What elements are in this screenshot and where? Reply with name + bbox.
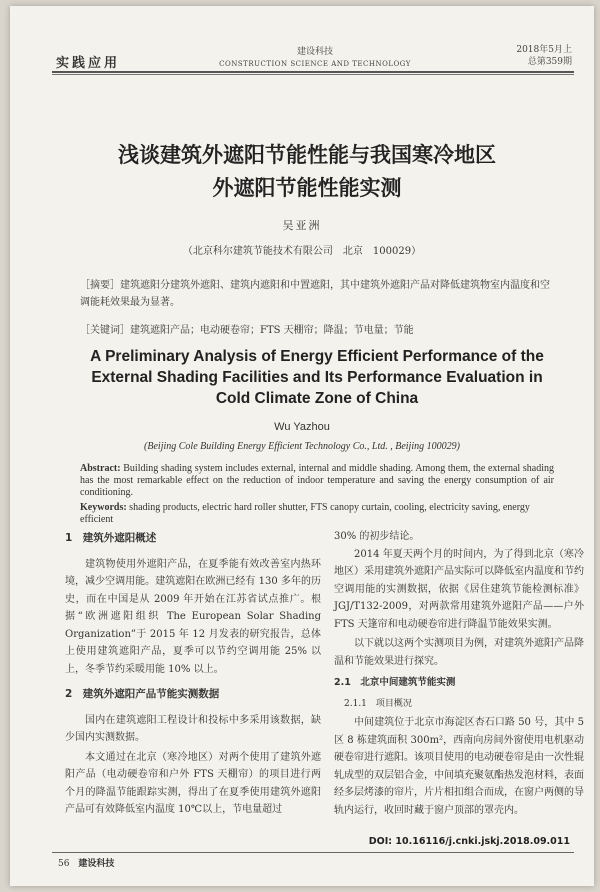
subsection-2-1-1-heading: 2.1.1 项目概况	[344, 698, 412, 709]
subsection-2-1-heading: 2.1 北京中间建筑节能实测	[334, 677, 456, 688]
page-number: 56	[58, 859, 70, 869]
abstract-cn	[80, 277, 554, 311]
issue-date: 2018年5月上	[516, 45, 572, 55]
title-en-line-2: External Shading Facilities and Its Performance Evaluation in	[91, 369, 543, 386]
page-footer	[58, 856, 114, 869]
affiliation-cn: （北京科尔建筑节能技术有限公司 北京 100029）	[182, 246, 422, 257]
doi: DOI: 10.16116/j.cnki.jskj.2018.09.011	[368, 836, 570, 847]
title-cn-line-1: 浅谈建筑外遮阳节能性能与我国寒冷地区	[118, 142, 496, 167]
keywords-cn-text: 建筑遮阳产品；电动硬卷帘；FTS 天棚帘；降温；节电量；节能	[130, 325, 414, 336]
body-column-right	[334, 528, 584, 821]
keywords-en	[80, 502, 554, 526]
issue-number: 总第359期	[527, 57, 572, 67]
keywords-en-label: Keywords:	[80, 502, 127, 513]
section-2-paragraph-1: 国内在建筑遮阳工程设计和投标中多采用该数据，缺少国内实测数据。	[65, 714, 321, 743]
keywords-cn	[80, 322, 554, 339]
journal-name-cn: 建设科技	[296, 47, 333, 57]
paragraph-project-overview: 中间建筑位于北京市海淀区杏石口路 50 号，其中 5 区 8 栋建筑面积 300m²，西南向房间外窗使用电机驱动硬卷帘进行遮阳。该项目使用的电动硬卷帘是由一次性辊轧成型的双层铝合金，中间填充聚氨酯热发泡材料，表面经多层烤漆的帘片，片片相扣组合而成，在窗户两侧的导轨内运行，收回时藏于窗户顶部的罩壳内。	[334, 717, 584, 816]
paragraph-test-method: 2014 年夏天两个月的时间内，为了得到北京（寒冷地区）采用建筑外遮阳产品实际可以降低室内温度和节约空调用能的实测数据，依据《居住建筑节能检测标准》JGJ/T132-2009，对两款常用建筑外遮阳产品——户外 FTS 天篷帘和电动硬卷帘进行降温节能效果实测。	[334, 548, 584, 630]
journal-header	[190, 46, 440, 70]
header-rule-thin	[52, 74, 574, 75]
keywords-en-text: shading products, electric hard roller shutter, FTS canopy curtain, cooling, electricity saving, energy efficient	[80, 502, 530, 525]
body-column-left	[65, 528, 321, 821]
section-label: 实践应用	[56, 56, 121, 71]
section-2-paragraph-2: 本文通过在北京（寒冷地区）对两个使用了建筑外遮阳产品（电动硬卷帘和户外 FTS 天棚帘）的项目进行两个月的降温节能跟踪实测，得出了在夏季使用建筑外遮阳产品可有效降低室内温度 10℃以上，节电量超过	[65, 751, 321, 815]
paragraph-continuation: 30% 的初步结论。	[334, 531, 420, 542]
journal-name-en: CONSTRUCTION SCIENCE AND TECHNOLOGY	[219, 60, 411, 68]
paragraph-intro-cases: 以下就以这两个实测项目为例，对建筑外遮阳产品降温和节能效果进行探究。	[334, 638, 584, 667]
abstract-cn-text: 建筑遮阳分建筑外遮阳、建筑内遮阳和中置遮阳，其中建筑外遮阳产品对降低建筑物室内温度和空调能耗效果最为显著。	[80, 280, 550, 308]
journal-page	[10, 6, 594, 886]
abstract-cn-label: ［摘要］	[80, 280, 120, 291]
author-cn: 吴亚洲	[282, 219, 322, 232]
section-1-paragraph: 建筑物使用外遮阳产品，在夏季能有效改善室内热环境，减少空调用能。建筑遮阳在欧洲已经有 130 多年的历史，而在中国是从 2009 年开始在江苏省试点推广。根据“欧洲遮阳组织 The European Solar Shading Organization”于 2015 年 12 月发表的研究报告，总体上使用建筑遮阳产品，夏季可以节约空调用能 25% 以上，冬季节约采暖用能 10% 以上。	[65, 558, 321, 675]
affiliation-en: (Beijing Cole Building Energy Efficient Technology Co., Ltd. , Beijing 100029)	[144, 441, 460, 452]
footer-journal-name: 建设科技	[78, 859, 115, 869]
footer-rule	[52, 852, 574, 853]
abstract-en-label: Abstract:	[80, 463, 121, 474]
abstract-en	[80, 463, 554, 499]
issue-info	[516, 44, 572, 68]
title-cn-line-2: 外遮阳节能性能实测	[212, 175, 402, 200]
section-1-heading: 1 建筑外遮阳概述	[65, 532, 157, 544]
title-en-line-3: Cold Climate Zone of China	[215, 390, 419, 407]
section-2-heading: 2 建筑外遮阳产品节能实测数据	[65, 688, 220, 700]
author-en: Wu Yazhou	[274, 421, 330, 433]
abstract-en-text: Building shading system includes external, internal and middle shading. Among them, the external shading has the most remarkable effect on the reduction of indoor temperature and saving the energy consumption of air conditioning.	[80, 463, 554, 498]
title-en	[70, 346, 564, 409]
title-cn	[50, 138, 564, 204]
title-en-line-1: A Preliminary Analysis of Energy Efficient Performance of the	[90, 348, 544, 365]
header-rule	[52, 71, 574, 73]
keywords-cn-label: ［关键词］	[80, 325, 130, 336]
